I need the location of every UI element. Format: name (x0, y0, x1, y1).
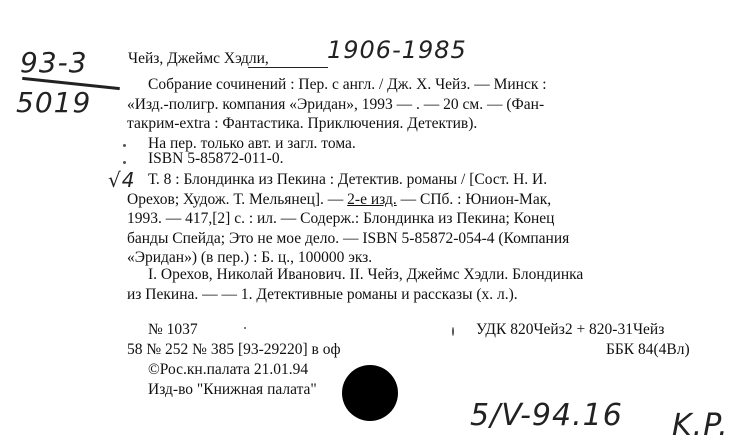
call-number-top: 93-3 (20, 46, 88, 79)
note-line: На пер. только авт. и загл. тома. (148, 135, 356, 152)
title-line-1: Собрание сочинений : Пер. с англ. / Дж. Х. Чейз. — Минск : (148, 76, 547, 93)
title-line-2: «Изд.-полигр. компания «Эридан», 1993 — . — 20 см. — (Фан- (127, 96, 545, 113)
bbk-code: ББК 84(4Вл) (606, 341, 690, 358)
udk-code: УДК 820Чейз2 + 820-31Чейз (476, 321, 665, 338)
initials: K.P. (672, 408, 729, 443)
speck (244, 327, 246, 329)
publisher-line: Изд-во "Книжная палата" (148, 381, 317, 398)
date-stamp: 5/V-94.16 (470, 398, 623, 433)
call-number-bottom: 5019 (16, 86, 92, 119)
copyright-line: ©Рос.кн.палата 21.01.94 (148, 361, 309, 378)
life-years: 1906-1985 (327, 36, 467, 64)
registry-numbers: 58 № 252 № 385 [93-29220] в оф (127, 341, 341, 358)
ink-blot (342, 365, 398, 421)
card-number: № 1037 (148, 321, 198, 338)
author-heading: Чейз, Джеймс Хэдли, (128, 50, 269, 67)
volume-line-5: «Эридан») (в пер.) : Б. ц., 100000 экз. (127, 249, 373, 266)
title-line-3: такрим-extra : Фантастика. Приключения. Детектив). (127, 115, 478, 132)
speck (123, 161, 126, 164)
volume-line-2-a: Орехов; Худож. Т. Мельянец]. — (127, 191, 348, 208)
volume-line-3: 1993. — 417,[2] с. : ил. — Содерж.: Блондинка из Пекина; Конец (127, 210, 555, 227)
author-underline (248, 67, 328, 68)
isbn-line: ISBN 5-85872-011-0. (148, 150, 284, 167)
volume-line-2 (127, 190, 551, 210)
speck (123, 144, 126, 147)
tracing-line-1: I. Орехов, Николай Иванович. II. Чейз, Джеймс Хэдли. Блондинка (148, 266, 584, 283)
handwritten-mark: √4 (108, 168, 136, 192)
volume-line-1: Т. 8 : Блондинка из Пекина : Детектив. романы / [Сост. Н. И. (148, 171, 548, 188)
tracing-line-2: из Пекина. — — 1. Детективные романы и рассказы (х. л.). (127, 286, 518, 303)
volume-line-2-b: — СПб. : Юнион-Мак, (396, 191, 552, 208)
speck (452, 327, 454, 336)
volume-line-4: банды Спейда; Это не мое дело. — ISBN 5-85872-054-4 (Компания (127, 230, 570, 247)
edition-underlined: 2-е изд. (347, 191, 397, 208)
